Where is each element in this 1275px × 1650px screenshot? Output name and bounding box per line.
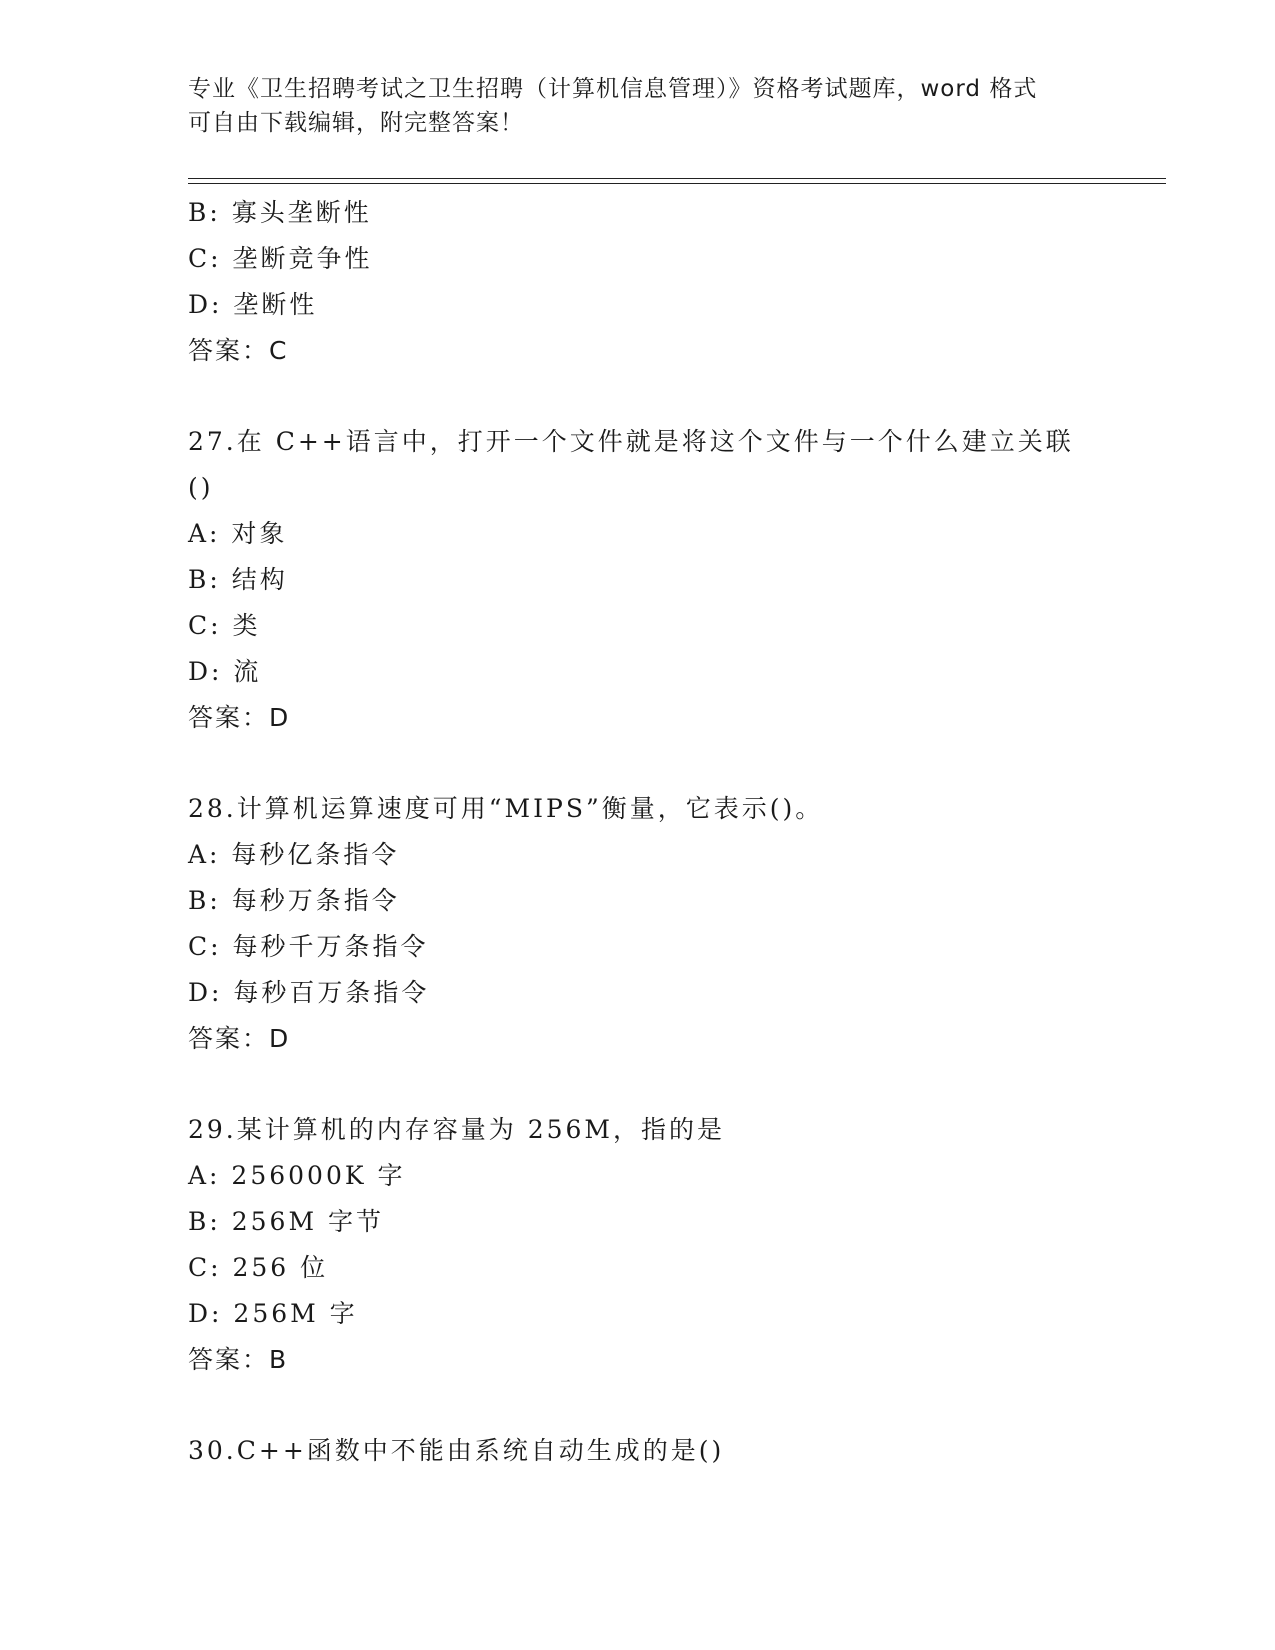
question-30-block bbox=[188, 1428, 1088, 1474]
option-c: C: 256 位 bbox=[188, 1253, 329, 1282]
option-b: B: 256M 字节 bbox=[188, 1207, 385, 1236]
option-d: D: 每秒百万条指令 bbox=[188, 978, 430, 1007]
option-d: D: 256M 字 bbox=[188, 1299, 358, 1328]
option-d: D: 流 bbox=[188, 657, 262, 686]
question-text-line-1: 27.在 C++语言中，打开一个文件就是将这个文件与一个什么建立关联 bbox=[188, 427, 1074, 456]
answer: 答案：C bbox=[188, 336, 289, 365]
question-26-block bbox=[188, 190, 1088, 374]
option-c: C: 类 bbox=[188, 611, 261, 640]
header-divider-top bbox=[188, 178, 1166, 179]
option-b: B: 结构 bbox=[188, 565, 288, 594]
option-a: A: 256000K 字 bbox=[188, 1161, 406, 1190]
option-b: B: 每秒万条指令 bbox=[188, 886, 400, 915]
answer: 答案：D bbox=[188, 703, 291, 732]
header-divider-bottom bbox=[188, 183, 1166, 184]
answer: 答案：D bbox=[188, 1024, 291, 1053]
question-text: 28.计算机运算速度可用“MIPS”衡量，它表示()。 bbox=[188, 794, 824, 823]
answer: 答案：B bbox=[188, 1345, 289, 1374]
option-d: D: 垄断性 bbox=[188, 290, 318, 319]
option-a: A: 每秒亿条指令 bbox=[188, 840, 400, 869]
question-28-block bbox=[188, 786, 1088, 1062]
document-header bbox=[188, 72, 1088, 140]
header-line-1: 专业《卫生招聘考试之卫生招聘（计算机信息管理）》资格考试题库，word 格式 bbox=[188, 76, 1038, 102]
option-a: A: 对象 bbox=[188, 519, 288, 548]
question-27-block bbox=[188, 419, 1088, 741]
header-line-2: 可自由下载编辑，附完整答案！ bbox=[188, 110, 524, 136]
question-list bbox=[188, 190, 1088, 1474]
question-29-block bbox=[188, 1107, 1088, 1383]
question-text: 30.C++函数中不能由系统自动生成的是() bbox=[188, 1436, 725, 1465]
question-text-line-2: () bbox=[188, 473, 214, 502]
option-b: B: 寡头垄断性 bbox=[188, 198, 372, 227]
option-c: C: 每秒千万条指令 bbox=[188, 932, 429, 961]
question-text: 29.某计算机的内存容量为 256M，指的是 bbox=[188, 1115, 726, 1144]
option-c: C: 垄断竞争性 bbox=[188, 244, 373, 273]
